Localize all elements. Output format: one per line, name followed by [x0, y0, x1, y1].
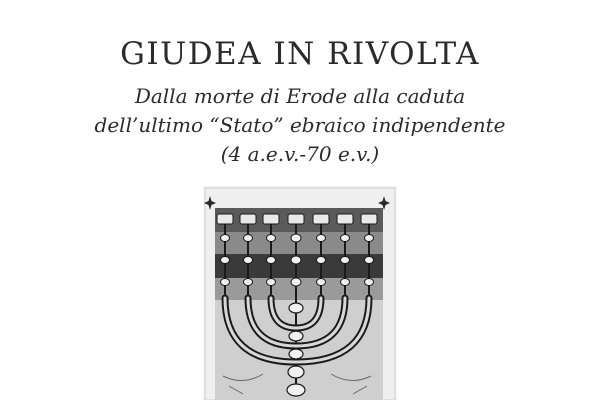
- subtitle-line-1: Dalla morte di Erode alla caduta: [134, 84, 466, 108]
- menorah-illustration: [203, 186, 397, 400]
- book-title: GIUDEA IN RIVOLTA: [120, 36, 480, 72]
- subtitle-line-3: (4 a.e.v.-70 e.v.): [220, 142, 380, 166]
- menorah-manuscript-icon: [203, 186, 397, 400]
- subtitle-line-2: dell’ultimo “Stato” ebraico indipendente: [94, 113, 506, 137]
